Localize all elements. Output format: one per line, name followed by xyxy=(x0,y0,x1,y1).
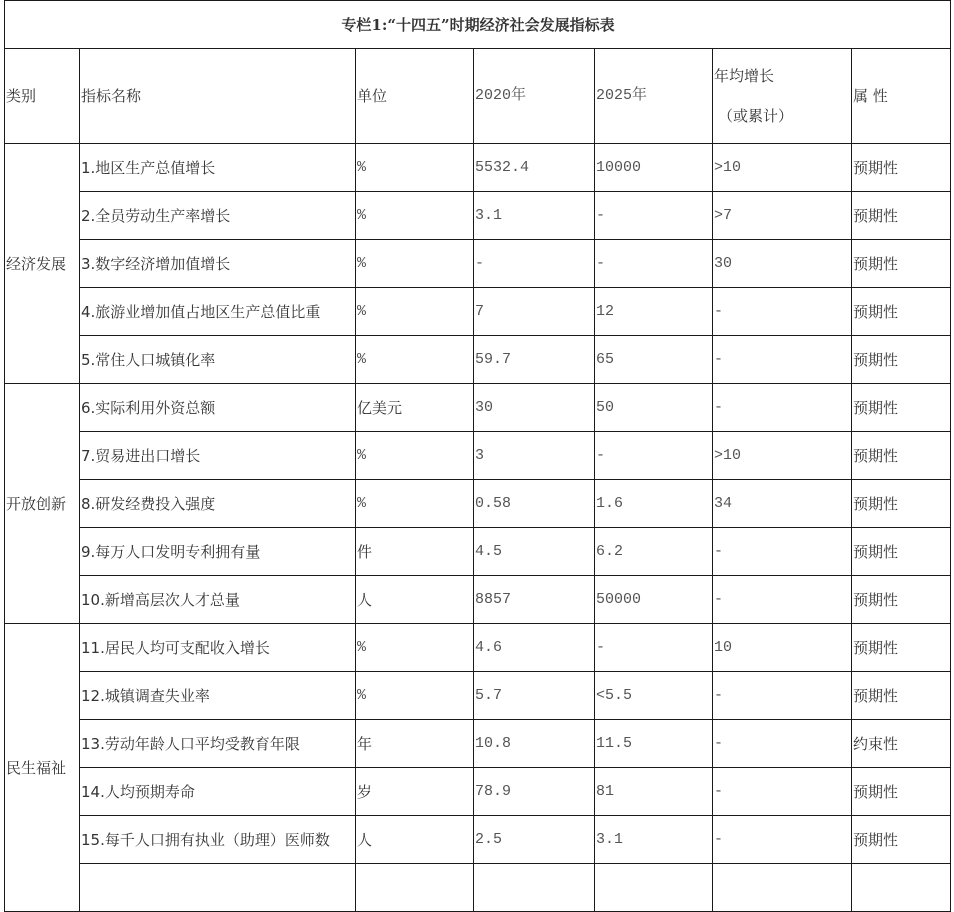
table-title-row xyxy=(5,1,951,49)
indicator-attribute-empty xyxy=(852,864,951,912)
table-row xyxy=(5,816,951,864)
indicator-unit: % xyxy=(356,624,474,672)
indicator-name: 2.全员劳动生产率增长 xyxy=(80,192,356,240)
indicator-name-empty xyxy=(80,864,356,912)
header-unit: 单位 xyxy=(356,49,474,144)
indicator-unit: % xyxy=(356,240,474,288)
indicator-attribute: 预期性 xyxy=(852,816,951,864)
value-2025: 11.5 xyxy=(595,720,713,768)
indicator-name: 5.常住人口城镇化率 xyxy=(80,336,356,384)
value-2025: 3.1 xyxy=(595,816,713,864)
indicator-attribute: 预期性 xyxy=(852,672,951,720)
value-growth: >10 xyxy=(713,432,852,480)
indicator-name: 6.实际利用外资总额 xyxy=(80,384,356,432)
value-2020: 5532.4 xyxy=(474,144,595,192)
value-2025: 81 xyxy=(595,768,713,816)
table-row xyxy=(5,480,951,528)
value-growth: >10 xyxy=(713,144,852,192)
header-growth xyxy=(713,49,852,144)
table-row xyxy=(5,768,951,816)
value-2020: 3.1 xyxy=(474,192,595,240)
indicator-name: 9.每万人口发明专利拥有量 xyxy=(80,528,356,576)
category-cell: 开放创新 xyxy=(5,384,80,624)
table-row xyxy=(5,672,951,720)
table-row xyxy=(5,336,951,384)
indicator-name: 15.每千人口拥有执业（助理）医师数 xyxy=(80,816,356,864)
value-2020: 7 xyxy=(474,288,595,336)
indicator-attribute: 预期性 xyxy=(852,144,951,192)
table-row xyxy=(5,720,951,768)
indicator-unit: % xyxy=(356,336,474,384)
indicator-name: 1.地区生产总值增长 xyxy=(80,144,356,192)
value-growth: - xyxy=(713,768,852,816)
value-growth: - xyxy=(713,720,852,768)
table-header-row xyxy=(5,49,951,144)
value-2020: 0.58 xyxy=(474,480,595,528)
value-2020: 2.5 xyxy=(474,816,595,864)
indicator-attribute: 预期性 xyxy=(852,192,951,240)
value-2020: 10.8 xyxy=(474,720,595,768)
value-2025: - xyxy=(595,432,713,480)
header-growth-line2: （或累计） xyxy=(718,107,794,125)
indicator-name: 3.数字经济增加值增长 xyxy=(80,240,356,288)
value-2020-empty xyxy=(474,864,595,912)
value-growth-empty xyxy=(713,864,852,912)
value-2020: 3 xyxy=(474,432,595,480)
indicator-unit: % xyxy=(356,432,474,480)
table-row-partial xyxy=(5,864,951,912)
indicator-unit: 人 xyxy=(356,576,474,624)
value-growth: >7 xyxy=(713,192,852,240)
value-growth: - xyxy=(713,288,852,336)
indicator-unit: 岁 xyxy=(356,768,474,816)
value-2025: 10000 xyxy=(595,144,713,192)
value-2025: - xyxy=(595,624,713,672)
indicator-unit: % xyxy=(356,480,474,528)
indicator-name: 8.研发经费投入强度 xyxy=(80,480,356,528)
value-2025: <5.5 xyxy=(595,672,713,720)
indicator-attribute: 预期性 xyxy=(852,288,951,336)
indicator-attribute: 预期性 xyxy=(852,528,951,576)
table-row xyxy=(5,288,951,336)
value-2025: 6.2 xyxy=(595,528,713,576)
value-2025-empty xyxy=(595,864,713,912)
value-2020: - xyxy=(474,240,595,288)
value-2020: 59.7 xyxy=(474,336,595,384)
value-2020: 4.6 xyxy=(474,624,595,672)
table-title: 专栏1:“十四五”时期经济社会发展指标表 xyxy=(5,1,951,49)
value-2020: 30 xyxy=(474,384,595,432)
value-2020: 8857 xyxy=(474,576,595,624)
indicator-unit: 人 xyxy=(356,816,474,864)
table-row xyxy=(5,576,951,624)
indicator-name: 13.劳动年龄人口平均受教育年限 xyxy=(80,720,356,768)
header-growth-line1: 年均增长 xyxy=(714,67,775,85)
indicator-name: 14.人均预期寿命 xyxy=(80,768,356,816)
indicator-unit: % xyxy=(356,144,474,192)
value-growth: - xyxy=(713,816,852,864)
value-growth: - xyxy=(713,336,852,384)
indicator-name: 7.贸易进出口增长 xyxy=(80,432,356,480)
indicator-attribute: 预期性 xyxy=(852,624,951,672)
value-2025: 12 xyxy=(595,288,713,336)
value-growth: 30 xyxy=(713,240,852,288)
value-2025: 50000 xyxy=(595,576,713,624)
header-attribute: 属 性 xyxy=(852,49,951,144)
indicator-attribute: 预期性 xyxy=(852,432,951,480)
value-2020: 5.7 xyxy=(474,672,595,720)
table-row xyxy=(5,144,951,192)
indicator-attribute: 预期性 xyxy=(852,480,951,528)
indicator-unit: % xyxy=(356,288,474,336)
category-cell: 民生福祉 xyxy=(5,624,80,912)
value-2025: 1.6 xyxy=(595,480,713,528)
table-row xyxy=(5,384,951,432)
indicator-unit: 件 xyxy=(356,528,474,576)
indicator-attribute: 预期性 xyxy=(852,240,951,288)
value-growth: 10 xyxy=(713,624,852,672)
table-row xyxy=(5,432,951,480)
value-growth: - xyxy=(713,528,852,576)
header-name: 指标名称 xyxy=(80,49,356,144)
indicator-name: 4.旅游业增加值占地区生产总值比重 xyxy=(80,288,356,336)
indicator-attribute: 预期性 xyxy=(852,768,951,816)
value-growth: - xyxy=(713,672,852,720)
value-2025: - xyxy=(595,240,713,288)
indicator-attribute: 预期性 xyxy=(852,576,951,624)
indicator-name: 10.新增高层次人才总量 xyxy=(80,576,356,624)
value-growth: - xyxy=(713,384,852,432)
header-2025: 2025年 xyxy=(595,49,713,144)
indicator-unit: 亿美元 xyxy=(356,384,474,432)
indicator-unit: % xyxy=(356,192,474,240)
value-growth: - xyxy=(713,576,852,624)
table-row xyxy=(5,528,951,576)
category-cell: 经济发展 xyxy=(5,144,80,384)
value-2025: 50 xyxy=(595,384,713,432)
indicator-unit: % xyxy=(356,672,474,720)
value-2025: 65 xyxy=(595,336,713,384)
value-growth: 34 xyxy=(713,480,852,528)
table-row xyxy=(5,240,951,288)
indicator-attribute: 预期性 xyxy=(852,336,951,384)
indicator-unit: 年 xyxy=(356,720,474,768)
indicator-attribute: 约束性 xyxy=(852,720,951,768)
indicator-attribute: 预期性 xyxy=(852,384,951,432)
table-row xyxy=(5,192,951,240)
value-2025: - xyxy=(595,192,713,240)
indicator-name: 12.城镇调查失业率 xyxy=(80,672,356,720)
value-2020: 4.5 xyxy=(474,528,595,576)
value-2020: 78.9 xyxy=(474,768,595,816)
indicator-unit-empty xyxy=(356,864,474,912)
indicator-name: 11.居民人均可支配收入增长 xyxy=(80,624,356,672)
indicator-table xyxy=(4,0,951,912)
table-row xyxy=(5,624,951,672)
header-category: 类别 xyxy=(5,49,80,144)
header-2020: 2020年 xyxy=(474,49,595,144)
